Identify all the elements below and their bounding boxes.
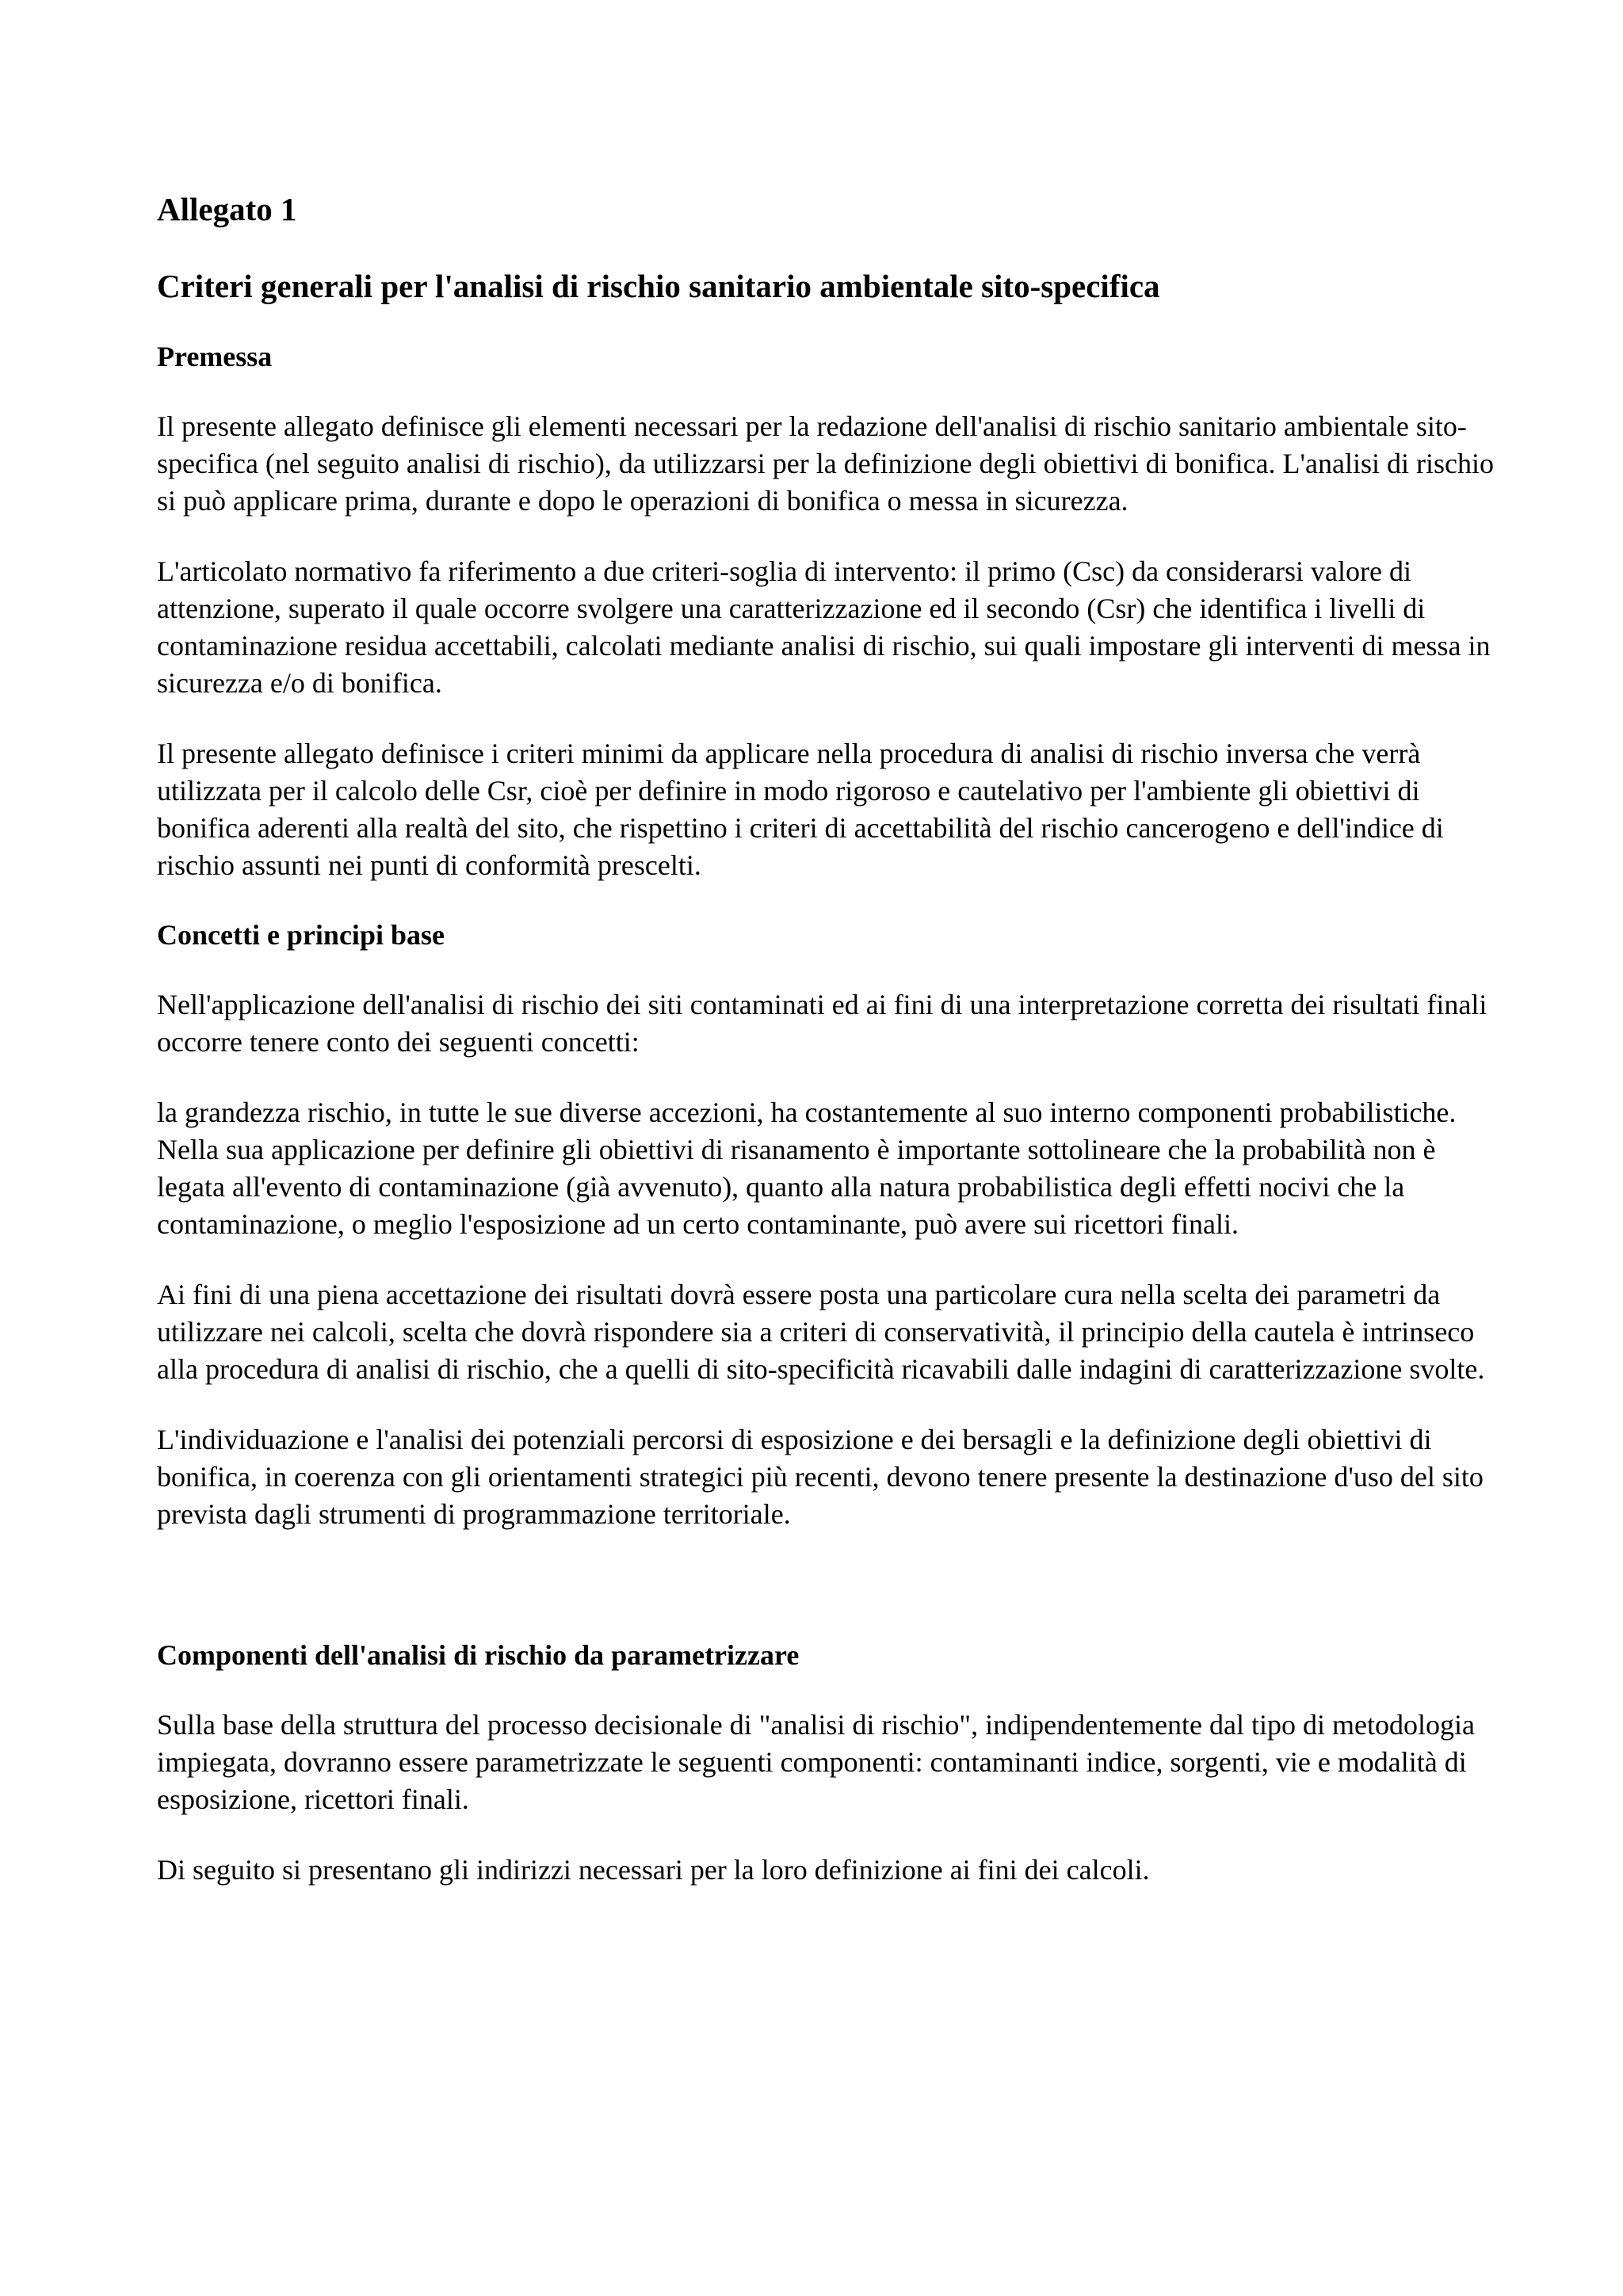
document-title: Allegato 1 bbox=[157, 191, 297, 227]
paragraph: L'individuazione e l'analisi dei potenziali percorsi di esposizione e dei bersagli e la definizione degli obiettivi di bonifica, in coerenza con gli orientamenti strategici più recenti, devono tenere presente la destinazione d'uso del sito prevista dagli strumenti di programmazione territoriale. bbox=[157, 1424, 1484, 1531]
paragraph: la grandezza rischio, in tutte le sue diverse accezioni, ha costantemente al suo interno componenti probabilistiche. Nella sua applicazione per definire gli obiettivi di risanamento è importante sottolineare che la probabilità non è legata all'evento di contaminazione (già avvenuto), quanto alla natura probabilistica degli effetti nocivi che la contaminazione, o meglio l'esposizione ad un certo contaminante, può avere sui ricettori finali. bbox=[157, 1097, 1457, 1241]
section-heading-componenti: Componenti dell'analisi di rischio da parametrizzare bbox=[157, 1639, 800, 1672]
paragraph: Il presente allegato definisce i criteri minimi da applicare nella procedura di analisi di rischio inversa che verrà utilizzata per il calcolo delle Csr, cioè per definire in modo rigoroso e cautelativo per l'ambiente gli obiettivi di bonifica aderenti alla realtà del sito, che rispettino i criteri di accettabilità del rischio cancerogeno e dell'indice di rischio assunti nei punti di conformità prescelti. bbox=[157, 738, 1444, 882]
section-heading-premessa: Premessa bbox=[157, 341, 273, 373]
paragraph: L'articolato normativo fa riferimento a due criteri-soglia di intervento: il primo (Csc) da considerarsi valore di attenzione, superato il quale occorre svolgere una caratterizzazione ed il secondo (Csr) che identifica i livelli di contaminazione residua accettabili, calcolati mediante analisi di rischio, sui quali impostare gli interventi di messa in sicurezza e/o di bonifica. bbox=[157, 555, 1491, 700]
document-page bbox=[157, 190, 1496, 1889]
paragraph: Ai fini di una piena accettazione dei risultati dovrà essere posta una particolare cura nella scelta dei parametri da utilizzare nei calcoli, scelta che dovrà rispondere sia a criteri di conservatività, il principio della cautela è intrinseco alla procedura di analisi di rischio, che a quelli di sito-specificità ricavabili dalle indagini di caratterizzazione svolte. bbox=[157, 1279, 1485, 1386]
paragraph: Di seguito si presentano gli indirizzi necessari per la loro definizione ai fini dei calcoli. bbox=[157, 1854, 1150, 1886]
paragraph: Nell'applicazione dell'analisi di rischio dei siti contaminati ed ai fini di una interpretazione corretta dei risultati finali occorre tenere conto dei seguenti concetti: bbox=[157, 989, 1487, 1058]
document-subtitle: Criteri generali per l'analisi di rischio sanitario ambientale sito-specifica bbox=[157, 268, 1160, 305]
paragraph: Sulla base della struttura del processo decisionale di "analisi di rischio", indipendentemente dal tipo di metodologia impiegata, dovranno essere parametrizzate le seguenti componenti: contaminanti indice, sorgenti, vie e modalità di esposizione, ricettori finali. bbox=[157, 1709, 1475, 1816]
section-heading-concetti: Concetti e principi base bbox=[157, 919, 445, 952]
paragraph: Il presente allegato definisce gli elementi necessari per la redazione dell'analisi di rischio sanitario ambientale sito-specifica (nel seguito analisi di rischio), da utilizzarsi per la definizione degli obiettivi di bonifica. L'analisi di rischio si può applicare prima, durante e dopo le operazioni di bonifica o messa in sicurezza. bbox=[157, 410, 1494, 517]
spacer bbox=[157, 1533, 1496, 1604]
